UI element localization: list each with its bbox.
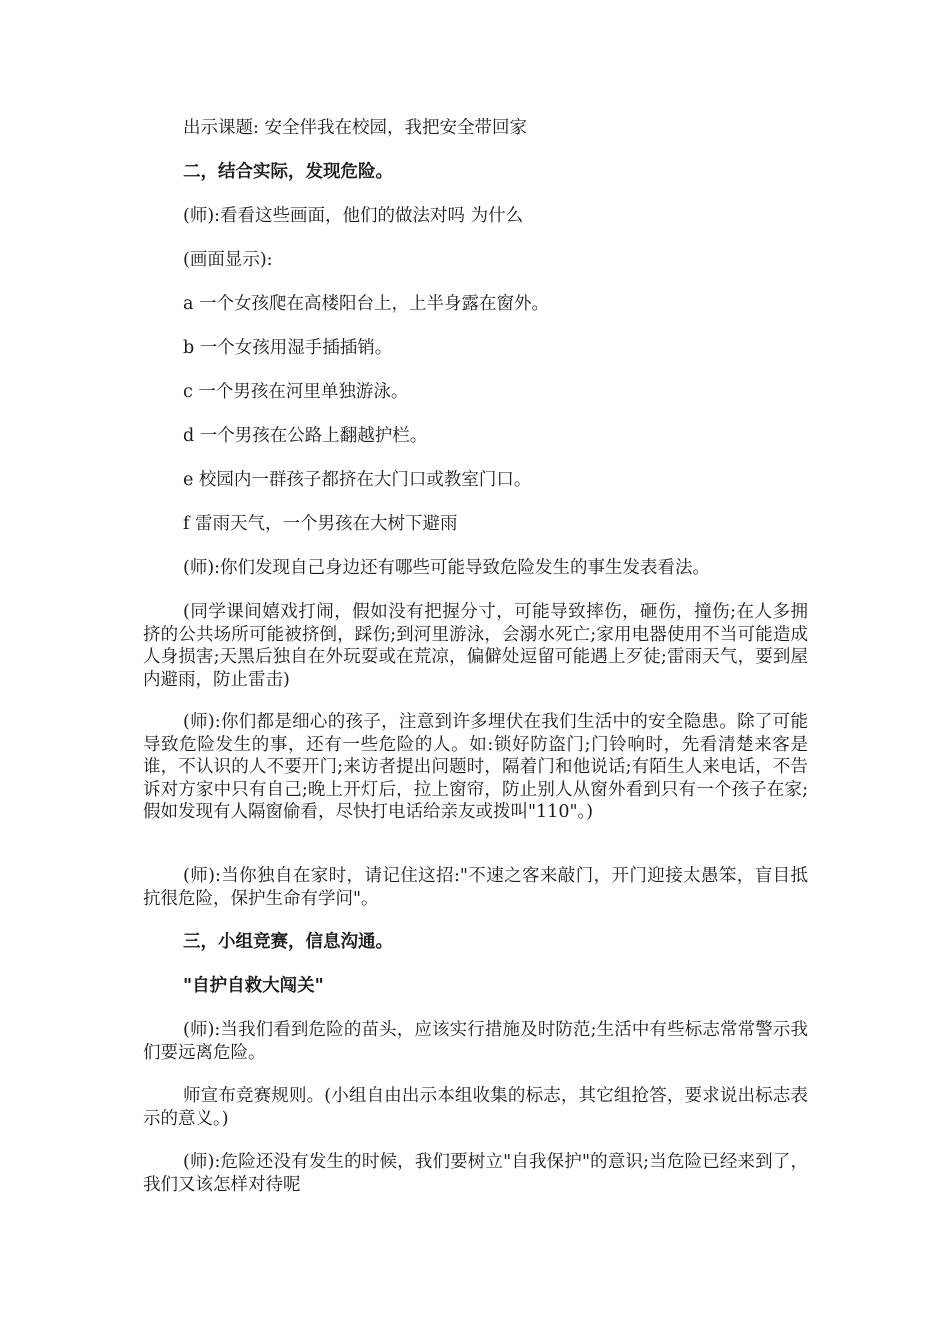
students-answer-paragraph: (同学课间嬉戏打闹，假如没有把握分寸，可能导致摔伤，砸伤，撞伤;在人多拥挤的公共场所可能被挤倒，踩伤;到河里游泳，会溺水死亡;家用电器使用不当可能造成人身损害;天黑后独自在外玩耍或在荒凉，偏僻处逗留可能遇上歹徒;雷雨天气，要到屋内避雨，防止雷击) <box>143 602 808 690</box>
teacher-question-2: (师):你们发现自己身边还有哪些可能导致危险发生的事生发表看法。 <box>183 558 711 578</box>
rules-paragraph: 师宣布竞赛规则。(小组自由出示本组收集的标志，其它组抢答，要求说出标志表示的意义。) <box>143 1086 808 1129</box>
scene-item: c 一个男孩在河里单独游泳。 <box>183 382 409 402</box>
teacher-rhyme-paragraph: (师):当你独自在家时，请记住这招:"不速之客来敲门，开门迎接太愚笨，盲目抵抗很危险，保护生命有学问"。 <box>143 866 808 909</box>
screen-show-label: (画面显示): <box>183 250 273 270</box>
game-title: "自护自救大闯关" <box>183 976 324 996</box>
section-heading-3: 三，小组竞赛，信息沟通。 <box>183 932 393 952</box>
scene-item: e 校园内一群孩子都挤在大门口或教室门口。 <box>183 470 532 490</box>
section-heading-2: 二，结合实际，发现危险。 <box>183 162 393 182</box>
scene-item: b 一个女孩用湿手插插销。 <box>183 338 393 358</box>
scene-item: d 一个男孩在公路上翻越护栏。 <box>183 426 428 446</box>
teacher-summary-paragraph: (师):你们都是细心的孩子，注意到许多埋伏在我们生活中的安全隐患。除了可能导致危险发生的事，还有一些危险的人。如:锁好防盗门;门铃响时，先看清楚来客是谁，不认识的人不要开门;来访者提出问题时，隔着门和他说话;有陌生人来电话，不告诉对方家中只有自己;晚上开灯后，拉上窗帘，防止别人从窗外看到只有一个孩子在家;假如发现有人隔窗偷看，尽快打电话给亲友或拨叫"110"。) <box>143 712 808 822</box>
teacher-signs-paragraph: (师):当我们看到危险的苗头，应该实行措施及时防范;生活中有些标志常常警示我们要远离危险。 <box>143 1020 808 1063</box>
teacher-question-1: (师):看看这些画面，他们的做法对吗 为什么 <box>183 206 524 226</box>
scene-item: a 一个女孩爬在高楼阳台上，上半身露在窗外。 <box>183 294 549 314</box>
teacher-question-3-paragraph: (师):危险还没有发生的时候，我们要树立"自我保护"的意识;当危险已经来到了，我们又该怎样对待呢 <box>143 1152 808 1195</box>
subject-line: 出示课题: 安全伴我在校园，我把安全带回家 <box>183 118 527 138</box>
scene-item: f 雷雨天气，一个男孩在大树下避雨 <box>183 514 458 534</box>
